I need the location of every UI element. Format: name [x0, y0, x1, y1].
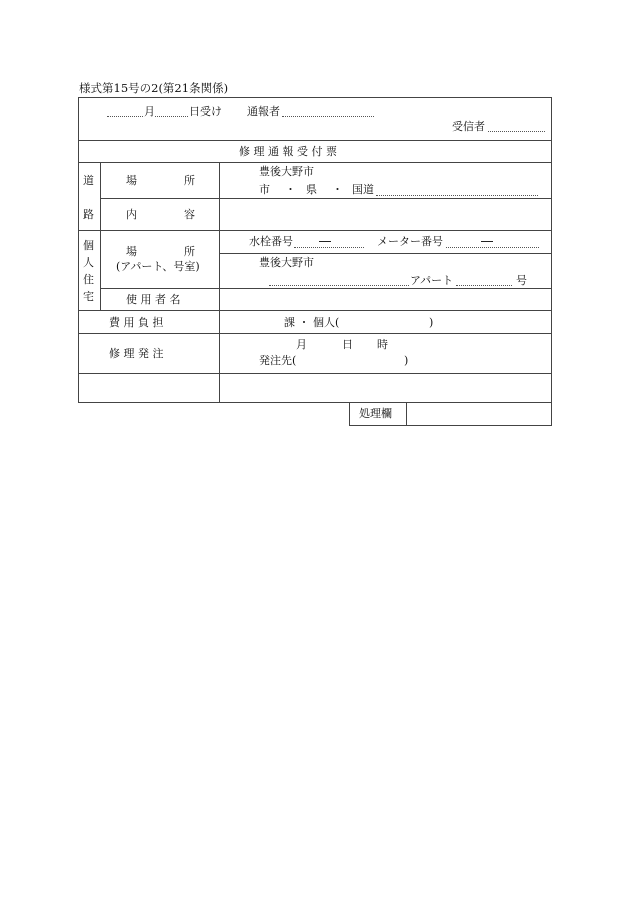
road-type-national: 国道	[352, 183, 374, 196]
private-group-label-2: 人	[83, 256, 94, 269]
row-divider	[100, 288, 552, 289]
col-divider	[100, 162, 101, 311]
table-bottom-border	[78, 402, 552, 403]
faucet-number-dash	[319, 241, 331, 242]
day-received-label: 日受け	[189, 105, 222, 118]
road-city: 豊後大野市	[259, 165, 314, 178]
cost-options[interactable]: 課 ・ 個人(	[284, 316, 340, 329]
meter-number-field[interactable]	[446, 247, 539, 248]
row-divider	[78, 310, 552, 311]
reporter-label: 通報者	[247, 105, 280, 118]
table-top-border	[78, 97, 552, 98]
road-type-prefecture: 県	[306, 183, 317, 196]
private-location-label: 場	[126, 245, 137, 258]
row-divider	[100, 198, 552, 199]
private-group-label-1: 個	[83, 239, 94, 252]
cost-label: 費 用 負 担	[109, 316, 164, 329]
contractor-close: )	[404, 354, 409, 367]
road-content-label: 内	[126, 208, 137, 221]
row-divider	[78, 333, 552, 334]
repair-month-label: 月	[296, 338, 307, 351]
row-divider	[78, 230, 552, 231]
road-type-separator: ・	[332, 183, 343, 196]
row-divider	[78, 373, 552, 374]
repair-day-label: 日	[342, 338, 353, 351]
apartment-label: アパート	[410, 274, 454, 287]
processing-left-border	[349, 402, 350, 426]
road-group-label-2: 路	[83, 208, 94, 221]
meter-number-dash	[481, 241, 493, 242]
form-caption: 様式第15号の2(第21条関係)	[79, 81, 229, 95]
repair-order-label: 修 理 発 注	[109, 347, 164, 360]
repair-hour-label: 時	[377, 338, 388, 351]
road-content-label: 容	[184, 208, 195, 221]
private-group-label-4: 宅	[83, 290, 94, 303]
user-name-label: 使 用 者 名	[126, 293, 181, 306]
contractor-label: 発注先(	[259, 354, 297, 367]
processing-divider	[406, 402, 407, 426]
private-city: 豊後大野市	[259, 256, 314, 269]
meter-number-label: メーター番号	[377, 235, 443, 248]
table-right-border	[551, 97, 552, 426]
road-type-separator: ・	[285, 183, 296, 196]
road-location-label: 所	[184, 174, 195, 187]
form-title: 修 理 通 報 受 付 票	[239, 145, 337, 158]
cost-close: )	[429, 316, 434, 329]
reporter-field[interactable]	[282, 116, 374, 117]
road-group-label-1: 道	[83, 174, 94, 187]
row-divider	[219, 253, 552, 254]
room-label: 号	[516, 274, 527, 287]
processing-bottom-border	[349, 425, 552, 426]
private-location-sub: (アパート、号室)	[116, 260, 200, 273]
row-divider	[78, 140, 552, 141]
processing-label: 処理欄	[359, 407, 392, 420]
faucet-number-field[interactable]	[294, 247, 364, 248]
month-blank[interactable]	[107, 116, 143, 117]
day-blank[interactable]	[155, 116, 188, 117]
road-type-city: 市	[259, 183, 270, 196]
receiver-label: 受信者	[452, 120, 485, 133]
room-field[interactable]	[456, 285, 512, 286]
road-location-field[interactable]	[376, 195, 538, 196]
private-group-label-3: 住	[83, 273, 94, 286]
row-divider	[78, 162, 552, 163]
receiver-field[interactable]	[488, 131, 545, 132]
private-location-label: 所	[184, 245, 195, 258]
road-location-label: 場	[126, 174, 137, 187]
table-left-border	[78, 97, 79, 403]
faucet-number-label: 水栓番号	[249, 235, 293, 248]
col-divider	[219, 162, 220, 403]
private-address-field[interactable]	[269, 285, 409, 286]
month-label: 月	[144, 105, 155, 118]
